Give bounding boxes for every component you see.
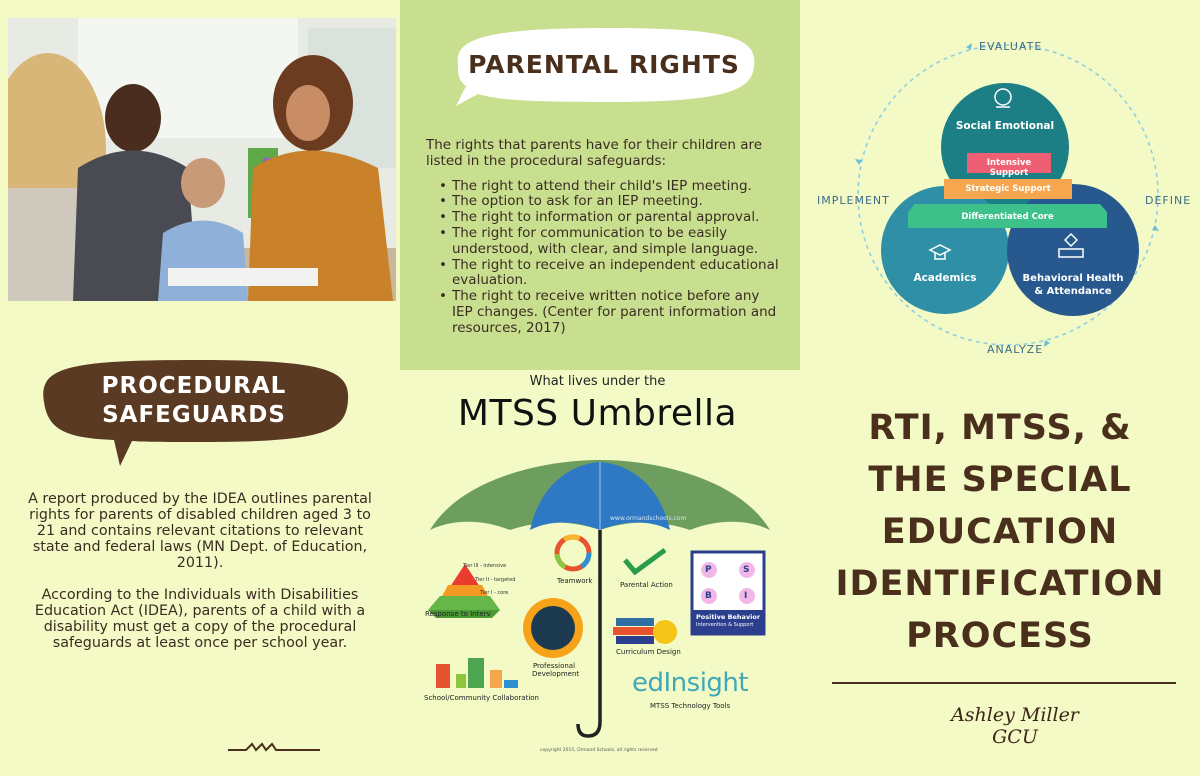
title-line4: IDENTIFICATION xyxy=(835,564,1165,604)
mtss-copyright: copyright 2015, Ormand Schools, all rights reserved xyxy=(540,748,658,753)
squiggle-decoration xyxy=(228,742,320,752)
pbis-letter-i: I xyxy=(744,591,748,601)
tier-1-label: Tier I - core xyxy=(480,590,509,596)
pbis-letter-p: P xyxy=(705,565,712,575)
curriculum-design-label: Curriculum Design xyxy=(616,648,681,656)
behavioral-health-label xyxy=(1011,272,1135,298)
procedural-safeguards-heading xyxy=(36,372,352,430)
canopy-text: www.ormandschools.com xyxy=(610,515,687,522)
brochure-title xyxy=(820,402,1180,662)
author-name: Ashley Miller xyxy=(951,704,1079,726)
title-line5: PROCESS xyxy=(906,616,1094,656)
title-line1: RTI, MTSS, & xyxy=(868,408,1132,448)
pbis-line2: Intervention & Support xyxy=(696,622,754,628)
heading-line2: SAFEGUARDS xyxy=(102,402,286,428)
list-item: • The option to ask for an IEP meeting. xyxy=(426,194,782,210)
parental-rights-bubble xyxy=(448,24,760,108)
tier-3-label: Tier III - intensive xyxy=(463,563,507,569)
teamwork-label: Teamwork xyxy=(557,577,593,585)
classroom-photo xyxy=(8,18,396,301)
author-block xyxy=(900,704,1130,748)
professional-development-label xyxy=(532,662,580,678)
heading-line1: PROCEDURAL xyxy=(101,373,287,399)
parental-rights-text xyxy=(426,138,782,337)
tech-tools-label: MTSS Technology Tools xyxy=(650,702,731,710)
differentiated-core-label: Differentiated Core xyxy=(961,212,1054,222)
edinsight-logo: edInsight xyxy=(632,668,749,698)
analyze-label: ANALYZE xyxy=(987,343,1044,356)
pbis-letter-b: B xyxy=(705,591,712,601)
procedural-safeguards-bubble xyxy=(36,352,352,468)
mtss-cycle-diagram xyxy=(815,35,1195,365)
pbis-line1: Positive Behavior xyxy=(696,613,761,621)
behavioral-line2: & Attendance xyxy=(1034,286,1112,297)
professional-line1: Professional xyxy=(532,662,576,670)
procedural-paragraph-1: A report produced by the IDEA outlines parental rights for parents of disabled children aged 3 to 21 and contains relevant citations to relevant state and federal laws (MN Dept. of Education, 2011). xyxy=(28,491,372,571)
intensive-support-label: Intensive Support xyxy=(986,158,1032,178)
strategic-support-label: Strategic Support xyxy=(965,184,1051,194)
parental-rights-heading: PARENTAL RIGHTS xyxy=(468,50,740,79)
title-line2: THE SPECIAL xyxy=(868,460,1132,500)
pbis-letter-s: S xyxy=(743,565,750,575)
procedural-safeguards-text xyxy=(22,491,378,651)
tier-2-label: Tier II - targeted xyxy=(475,577,516,583)
parental-rights-intro: The rights that parents have for their children are listed in the procedural safeguards: xyxy=(426,137,763,169)
title-line3: EDUCATION xyxy=(881,512,1119,552)
parental-rights-list xyxy=(426,179,782,337)
list-item: • The right to receive an independent educational evaluation. xyxy=(426,258,782,290)
procedural-paragraph-2: According to the Individuals with Disabilities Education Act (IDEA), parents of a child with a disability must get a copy of the procedural safeguards at least once per school year. xyxy=(34,587,366,651)
list-item: • The right for communication to be easily understood, with clear, and simple language. xyxy=(426,226,782,258)
parental-action-label: Parental Action xyxy=(620,581,673,589)
academics-label: Academics xyxy=(913,272,977,284)
define-label: DEFINE xyxy=(1145,194,1192,207)
title-divider xyxy=(832,682,1176,684)
mtss-subtitle: What lives under the xyxy=(529,374,666,389)
mtss-title: MTSS Umbrella xyxy=(457,393,738,434)
author-school: GCU xyxy=(992,726,1038,748)
social-emotional-label: Social Emotional xyxy=(955,120,1055,132)
behavioral-line1: Behavioral Health xyxy=(1022,273,1124,284)
list-item: • The right to information or parental approval. xyxy=(426,210,782,226)
rti-label: Response to Interv xyxy=(425,610,491,618)
mtss-umbrella-graphic xyxy=(420,440,780,770)
list-item: • The right to attend their child's IEP meeting. xyxy=(426,179,782,195)
professional-line2: Development xyxy=(532,670,580,678)
list-item: • The right to receive written notice before any IEP changes. (Center for parent information and resources, 2017) xyxy=(426,289,782,336)
evaluate-label: EVALUATE xyxy=(979,40,1043,53)
implement-label: IMPLEMENT xyxy=(817,194,890,207)
school-community-label: School/Community Collaboration xyxy=(424,694,539,702)
